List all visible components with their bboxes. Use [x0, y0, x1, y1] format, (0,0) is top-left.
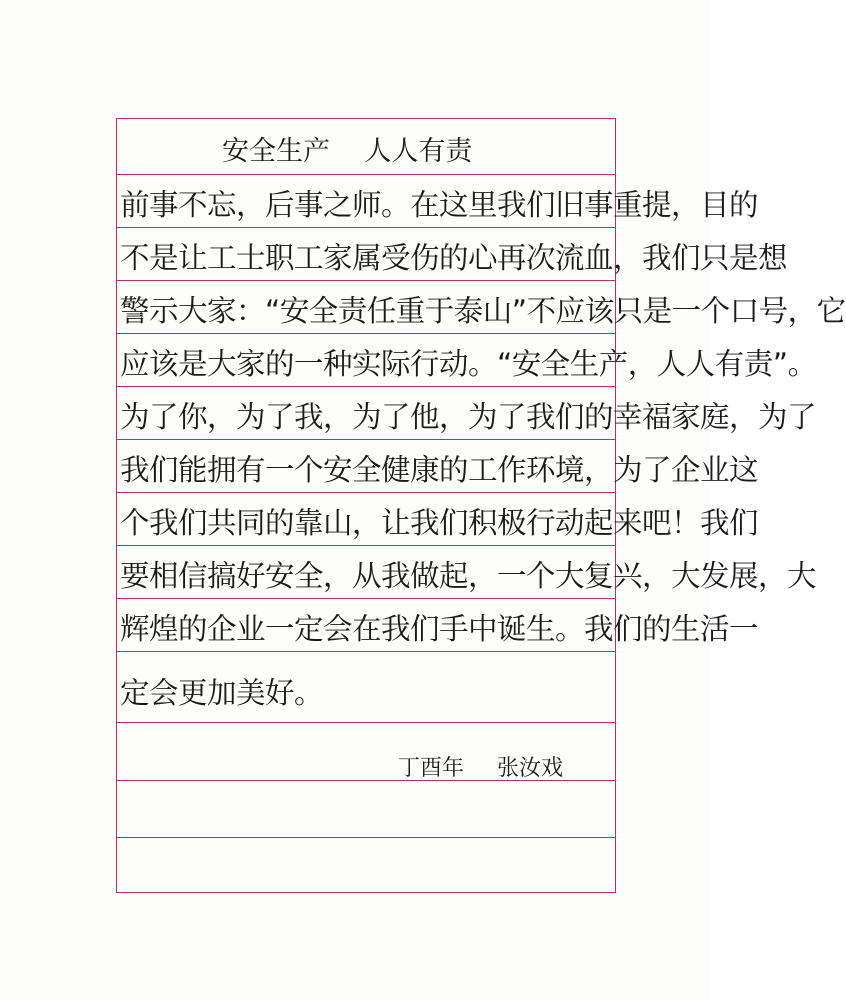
signature-name: 张汝戏	[497, 756, 564, 781]
text-line-6: 我们能拥有一个安全健康的工作环境，为了企业这	[120, 453, 759, 487]
text-line-4: 应该是大家的一种实际行动。“安全生产，人人有责”。	[120, 347, 817, 381]
ruled-line	[116, 837, 616, 838]
ruled-line	[116, 174, 616, 175]
text-line-7: 个我们共同的靠山，让我们积极行动起来吧！我们	[120, 506, 759, 540]
text-line-5: 为了你，为了我，为了他，为了我们的幸福家庭，为了	[120, 400, 817, 434]
text-line-3: 警示大家：“安全责任重于泰山”不应该只是一个口号，它	[120, 294, 846, 328]
text-line-9: 辉煌的企业一定会在我们手中诞生。我们的生活一	[120, 612, 759, 646]
ruled-line	[116, 722, 616, 723]
page-title: 安全生产 人人有责	[222, 136, 473, 167]
text-line-8: 要相信搞好安全，从我做起，一个大复兴，大发展，大	[120, 559, 817, 593]
signature-date: 丁酉年	[398, 756, 465, 781]
text-line-1: 前事不忘，后事之师。在这里我们旧事重提，目的	[120, 188, 759, 222]
text-line-2: 不是让工士职工家属受伤的心再次流血，我们只是想	[120, 241, 788, 275]
text-line-10: 定会更加美好。	[120, 676, 324, 710]
